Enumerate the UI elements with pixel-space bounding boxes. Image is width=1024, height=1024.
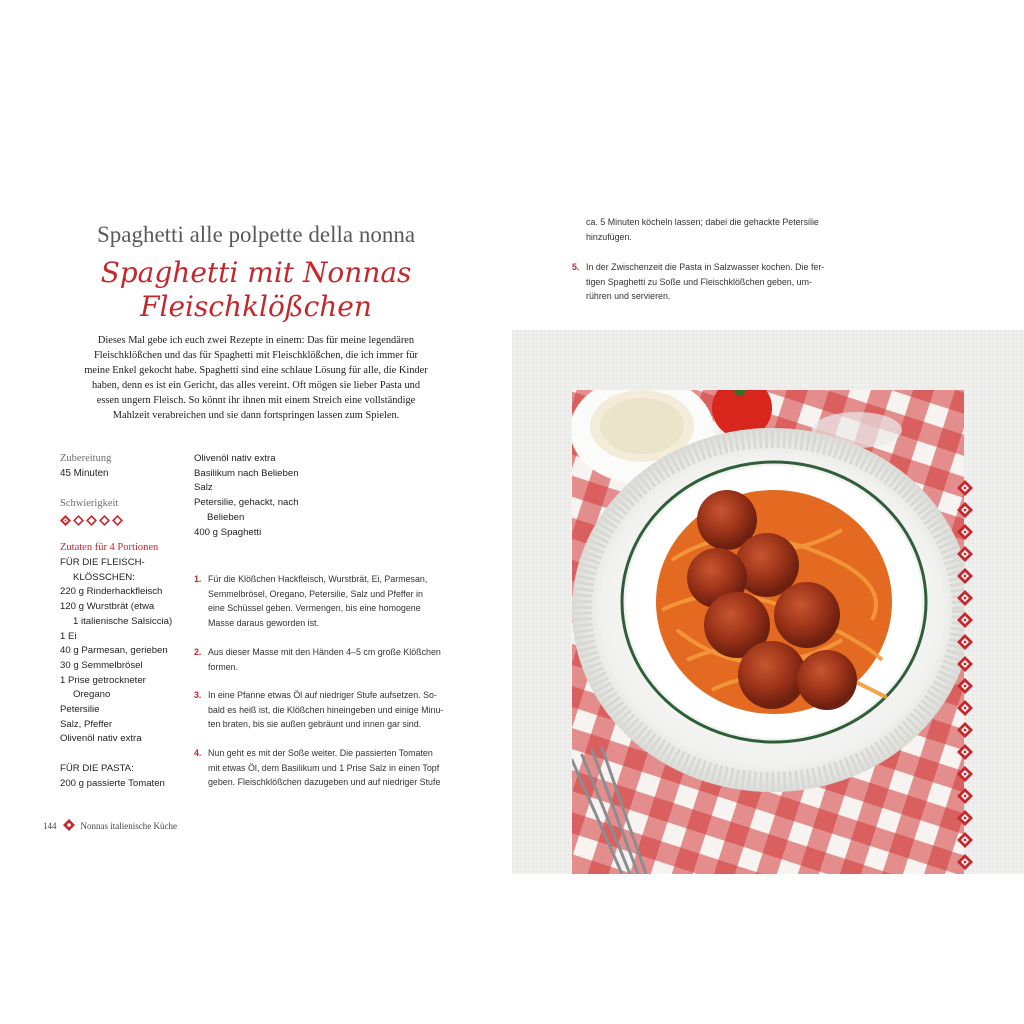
- ingredient-item: 40 g Parmesan, gerieben: [60, 645, 168, 657]
- ingredient-item: 200 g passierte Tomaten: [60, 777, 165, 789]
- recipe-title-german-line1: Spaghetti mit Nonnas: [100, 256, 412, 289]
- difficulty-diamond-icon: [73, 515, 84, 526]
- ingredient-item: 1 Prise getrockneter: [60, 674, 146, 686]
- step-line: hinzufügen.: [586, 231, 632, 242]
- ingredient-item: FÜR DIE FLEISCH-: [60, 557, 145, 568]
- intro-line: essen ungern Fleisch. So könnt ihr ihnen mit einem Streich eine vollständige: [96, 395, 416, 406]
- step-line: rühren und servieren.: [586, 291, 671, 301]
- step-line: In eine Pfanne etwas Öl auf niedriger Stufe aufsetzen. So-: [208, 690, 437, 700]
- ingredients-list-1: [60, 556, 200, 791]
- decorative-border: [955, 480, 975, 873]
- ingredient-item: KLÖSSCHEN:: [73, 571, 135, 583]
- recipe-title-italian: Spaghetti alle polpette della nonna: [96, 222, 416, 247]
- step-line: geben. Fleischklößchen dazugeben und auf niedriger Stufe: [208, 777, 441, 787]
- difficulty-diamond-icon: [112, 515, 123, 526]
- step-1: [194, 572, 464, 630]
- step-line: Für die Klößchen Hackfleisch, Wurstbrät, Ei, Parmesan,: [208, 574, 428, 584]
- ingredient-item: Salz: [194, 482, 213, 494]
- step-line: ca. 5 Minuten köcheln lassen; dabei die gehackte Petersilie: [586, 217, 819, 227]
- ingredient-item: Olivenöl nativ extra: [60, 733, 142, 745]
- difficulty-diamond-icon: [99, 515, 110, 526]
- ingredient-item: Salz, Pfeffer: [60, 718, 113, 730]
- ingredients-heading: Zutaten für 4 Portionen: [60, 542, 159, 553]
- step-line: Semmelbrösel, Oregano, Petersilie, Salz und Pfeffer in: [208, 588, 423, 599]
- ingredient-item: 1 Ei: [60, 630, 77, 642]
- recipe-title-german: [60, 256, 452, 324]
- step-line: mit etwas Öl, dem Basilikum und 1 Prise Salz in einen Topf: [208, 762, 440, 773]
- ingredient-item: [60, 747, 200, 762]
- step-2: [194, 645, 464, 674]
- footer-ornament-icon: [63, 819, 75, 833]
- step-line: Aus dieser Masse mit den Händen 4–5 cm große Klößchen: [208, 647, 441, 657]
- ingredient-item: Petersilie, gehackt, nach: [194, 497, 299, 509]
- recipe-photo: [512, 330, 1024, 874]
- step-number: 1.: [194, 574, 202, 584]
- step-3: [194, 688, 464, 732]
- ingredient-item: 120 g Wurstbrät (etwa: [60, 601, 155, 613]
- ingredient-item: Olivenöl nativ extra: [194, 453, 276, 464]
- intro-line: Fleischklößchen und das für Spaghetti mit Fleischklößchen, die ich immer für: [93, 350, 419, 361]
- ingredient-item: Oregano: [73, 689, 111, 701]
- step-line: ten braten, bis sie außen gebräunt und innen gar sind.: [208, 719, 422, 729]
- recipe-title-german-line2: Fleischklößchen: [140, 290, 372, 323]
- step-4-continued: [572, 215, 842, 244]
- page-number: 144: [43, 821, 57, 831]
- step-number: 4.: [194, 748, 202, 758]
- intro-line: Dieses Mal gebe ich euch zwei Rezepte in einem: Das für meine legendären: [97, 335, 415, 346]
- ingredient-item: Petersilie: [60, 704, 100, 716]
- ingredient-item: Belieben: [207, 511, 245, 523]
- step-line: In der Zwischenzeit die Pasta in Salzwasser kochen. Die fer-: [586, 262, 825, 272]
- step-line: bald es heiß ist, die Klößchen hineingeben und einige Minu-: [208, 704, 444, 715]
- ingredient-item: 1 italienische Salsiccia): [73, 615, 173, 627]
- difficulty-rating: [60, 515, 123, 526]
- recipe-intro: [60, 333, 452, 423]
- difficulty-diamond-icon: [60, 515, 71, 526]
- step-number: 5.: [572, 262, 580, 272]
- step-line: Nun geht es mit der Soße weiter. Die passierten Tomaten: [208, 748, 433, 758]
- ingredient-item: 220 g Rinderhackfleisch: [60, 586, 163, 598]
- step-number: 3.: [194, 690, 202, 700]
- ingredients-list-2: [194, 452, 324, 540]
- ingredient-item: 30 g Semmelbrösel: [60, 659, 143, 671]
- step-5: [572, 260, 842, 304]
- difficulty-diamond-icon: [86, 515, 97, 526]
- ingredient-item: Basilikum nach Belieben: [194, 467, 299, 479]
- intro-line: Mahlzeit verabreichen und sie dann fortspringen lassen zum Spielen.: [112, 410, 400, 421]
- ingredient-item: 400 g Spaghetti: [194, 526, 262, 538]
- step-line: formen.: [208, 661, 239, 672]
- step-line: Masse daraus geworden ist.: [208, 617, 319, 628]
- intro-line: haben, denn es ist ein Gericht, das alles vereint. Oft mögen sie lieber Pasta und: [91, 380, 421, 391]
- ingredient-item: FÜR DIE PASTA:: [60, 762, 134, 774]
- prep-label: Zubereitung: [60, 453, 112, 464]
- book-title: Nonnas italienische Küche: [80, 821, 177, 831]
- step-line: tigen Spaghetti zu Soße und Fleischklößchen geben, um-: [586, 276, 812, 287]
- step-line: eine Schüssel geben. Vermengen, bis eine homogene: [208, 603, 421, 613]
- prep-value: 45 Minuten: [60, 468, 109, 479]
- difficulty-label: Schwierigkeit: [60, 498, 119, 509]
- page-footer: [43, 819, 177, 833]
- intro-line: meine Enkel gekocht habe. Spaghetti sind eine schlaue Lösung für alle, die Kinder: [84, 365, 428, 376]
- step-number: 2.: [194, 647, 202, 657]
- step-4: [194, 746, 464, 790]
